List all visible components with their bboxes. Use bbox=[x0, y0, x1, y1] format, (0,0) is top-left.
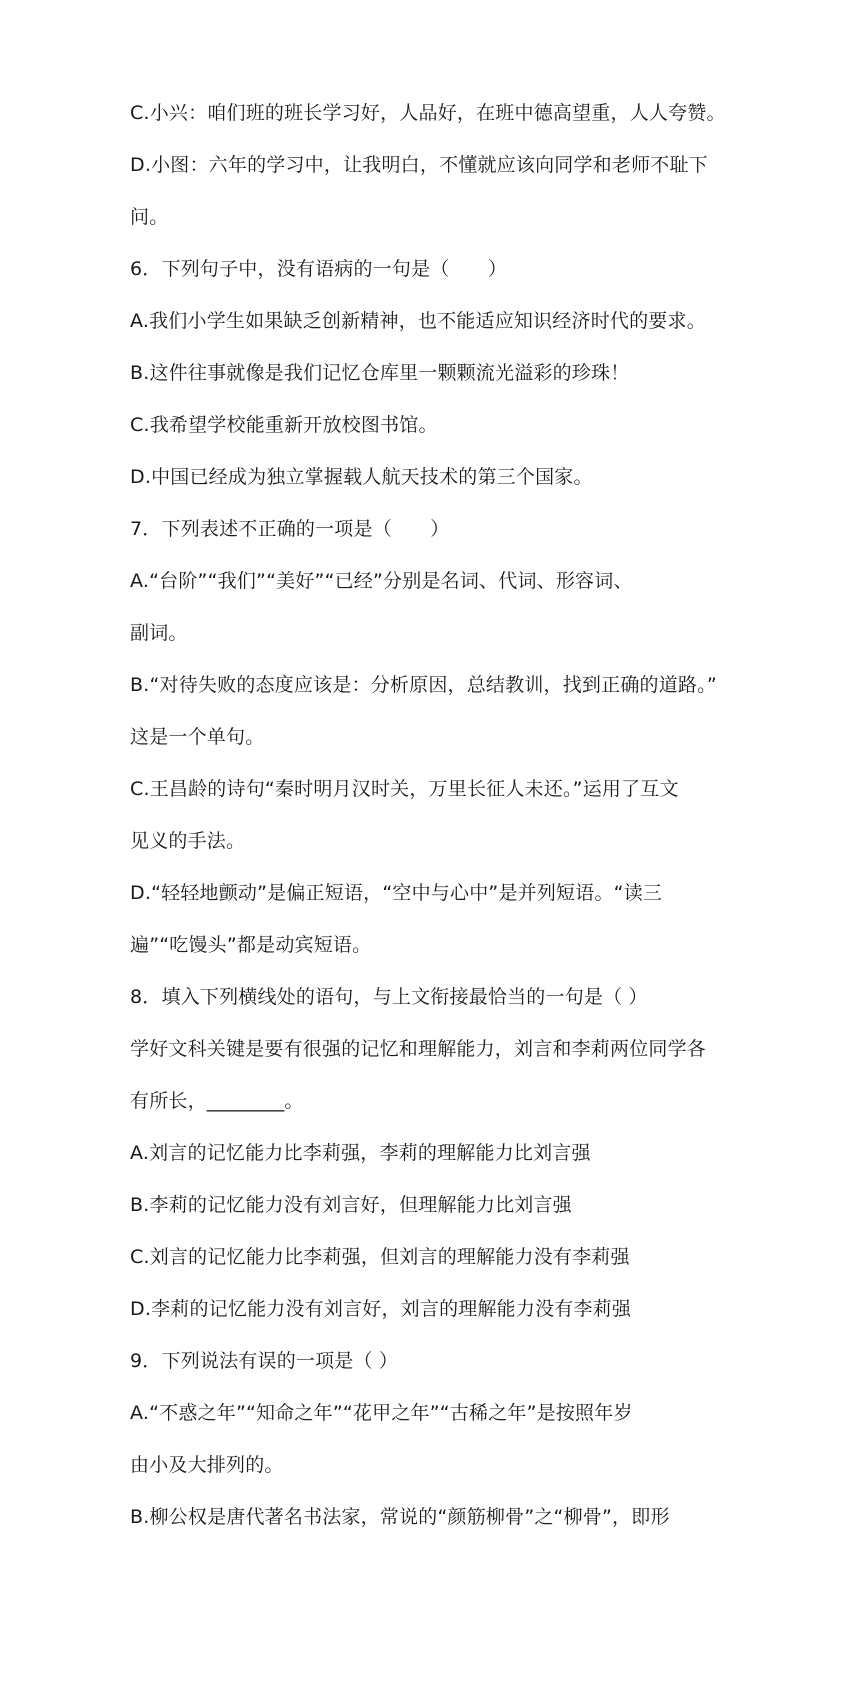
question-8-stem: 学好文科关键是要有很强的记忆和理解能力，刘言和李莉两位同学各 bbox=[130, 1038, 707, 1060]
option-c-q5: C.小兴：咱们班的班长学习好，人品好，在班中德高望重，人人夸赞。 bbox=[130, 102, 726, 124]
option-b-q7: B.“对待失败的态度应该是：分析原因，总结教训，找到正确的道路。” bbox=[130, 674, 717, 696]
option-d-q7-continued: 遍”“吃馒头”都是动宾短语。 bbox=[130, 934, 372, 956]
option-d-q5: D.小图：六年的学习中，让我明白，不懂就应该向同学和老师不耻下 bbox=[130, 154, 708, 176]
option-c-q8: C.刘言的记忆能力比李莉强，但刘言的理解能力没有李莉强 bbox=[130, 1246, 630, 1268]
option-c-q6: C.我希望学校能重新开放校图书馆。 bbox=[130, 414, 438, 436]
option-b-q7-continued: 这是一个单句。 bbox=[130, 726, 265, 748]
option-b-q9: B.柳公权是唐代著名书法家，常说的“颜筋柳骨”之“柳骨”，即形 bbox=[130, 1506, 670, 1528]
option-b-q6: B.这件往事就像是我们记忆仓库里一颗颗流光溢彩的珍珠！ bbox=[130, 362, 630, 384]
document-page bbox=[130, 100, 730, 1556]
option-a-q8: A.刘言的记忆能力比李莉强，李莉的理解能力比刘言强 bbox=[130, 1142, 591, 1164]
option-a-q9: A.“不惑之年”“知命之年”“花甲之年”“古稀之年”是按照年岁 bbox=[130, 1402, 633, 1424]
question-8-stem-continued: 有所长，________。 bbox=[130, 1090, 304, 1112]
option-c-q7-continued: 见义的手法。 bbox=[130, 830, 246, 852]
option-a-q6: A.我们小学生如果缺乏创新精神，也不能适应知识经济时代的要求。 bbox=[130, 310, 706, 332]
option-a-q7: A.“台阶”“我们”“美好”“已经”分别是名词、代词、形容词、 bbox=[130, 570, 633, 592]
option-a-q9-continued: 由小及大排列的。 bbox=[130, 1454, 284, 1476]
option-a-q7-continued: 副词。 bbox=[130, 622, 188, 644]
option-d-q7: D.“轻轻地颤动”是偏正短语，“空中与心中”是并列短语。“读三 bbox=[130, 882, 663, 904]
question-6: 6．下列句子中，没有语病的一句是（ ） bbox=[130, 258, 508, 280]
option-c-q7: C.王昌龄的诗句“秦时明月汉时关，万里长征人未还。”运用了互文 bbox=[130, 778, 679, 800]
option-d-q8: D.李莉的记忆能力没有刘言好，刘言的理解能力没有李莉强 bbox=[130, 1298, 632, 1320]
option-d-q6: D.中国已经成为独立掌握载人航天技术的第三个国家。 bbox=[130, 466, 593, 488]
question-8: 8．填入下列横线处的语句，与上文衔接最恰当的一句是（ ） bbox=[130, 986, 648, 1008]
option-b-q8: B.李莉的记忆能力没有刘言好，但理解能力比刘言强 bbox=[130, 1194, 572, 1216]
option-d-q5-continued: 问。 bbox=[130, 206, 169, 228]
question-7: 7．下列表述不正确的一项是（ ） bbox=[130, 518, 450, 540]
question-9: 9．下列说法有误的一项是（ ） bbox=[130, 1350, 399, 1372]
